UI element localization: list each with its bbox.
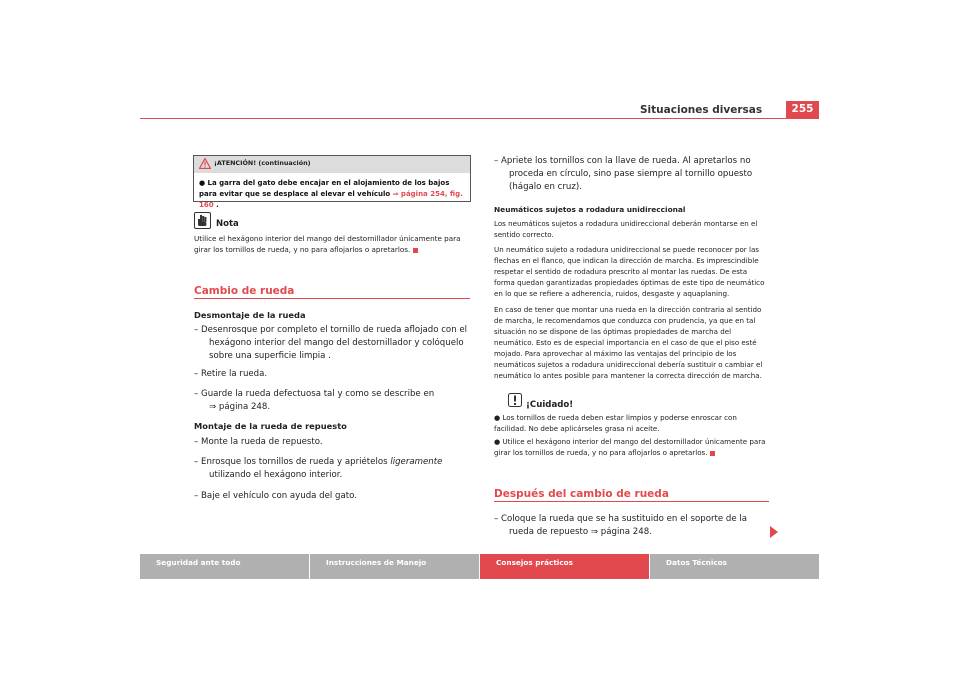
desmontaje-heading: Desmontaje de la rueda bbox=[194, 310, 306, 320]
desmontaje-step-2: – Retire la rueda. bbox=[194, 369, 268, 379]
montaje-step-2-rest: utilizando el hexágono interior. bbox=[209, 470, 343, 480]
bullet-icon: ● bbox=[494, 413, 503, 422]
footer-tab-datos[interactable]: Datos Técnicos bbox=[650, 554, 819, 579]
page-header-title: Situaciones diversas bbox=[640, 104, 763, 116]
footer-tab-consejos[interactable]: Consejos prácticos bbox=[480, 554, 649, 579]
caution-exclamation-icon bbox=[508, 393, 522, 407]
note-body: Utilice el hexágono interior del mango del destornillador únicamente para girar los tornillos de rueda, y no para aflojarlos o apretarlos. bbox=[194, 234, 461, 254]
footer-tab-instrucciones[interactable]: Instrucciones de Manejo bbox=[310, 554, 479, 579]
note-hand-icon bbox=[194, 212, 211, 229]
caution-bullet-2-text: Utilice el hexágono interior del mango del destornillador únicamente para girar los tornillos de rueda, y no para aflojarlos o apretarlos. bbox=[494, 437, 766, 457]
montaje-step-3: – Baje el vehículo con ayuda del gato. bbox=[194, 491, 357, 501]
caution-bullet-2 bbox=[494, 436, 770, 458]
montaje-heading: Montaje de la rueda de repuesto bbox=[194, 421, 347, 431]
next-page-arrow-icon[interactable] bbox=[770, 526, 778, 538]
caution-title: ¡Cuidado! bbox=[526, 400, 574, 410]
section-title-cambio-de-rueda: Cambio de rueda bbox=[194, 285, 295, 297]
end-mark-icon bbox=[413, 248, 418, 253]
montaje-step-1: – Monte la rueda de repuesto. bbox=[194, 437, 323, 447]
uni-paragraph-1: Los neumáticos sujetos a rodadura unidireccional deberán montarse en el sentido correcto. bbox=[494, 219, 758, 239]
warning-triangle-icon bbox=[199, 158, 211, 169]
footer-tab-seguridad[interactable]: Seguridad ante todo bbox=[140, 554, 309, 579]
bullet-icon: ● bbox=[199, 179, 208, 187]
section-rule bbox=[494, 501, 769, 502]
page-number: 255 bbox=[786, 101, 819, 118]
warning-title: ¡ATENCIÓN! (continuación) bbox=[214, 159, 311, 167]
uni-paragraph-3: En caso de tener que montar una rueda en la dirección contraria al sentido de marcha, le recomendamos que conduzca con prudencia, ya que en tal situación no se dispone de las óptimas propiedades de marcha del neumático. Esto es de especial importancia en el caso de que el piso esté mojado. Para aprovechar al máximo las ventajas del principio de los neumáticos sujetos a rodadura unidireccional debería sustituir o cambiar el neumático lo antes posible para mantener la correcta dirección de marcha. bbox=[494, 305, 763, 380]
warning-text bbox=[199, 178, 469, 211]
section-title-despues-del-cambio: Después del cambio de rueda bbox=[494, 488, 669, 500]
section-rule bbox=[194, 298, 470, 299]
warning-link-suffix: . bbox=[216, 201, 219, 209]
bullet-icon: ● bbox=[494, 437, 503, 446]
section2-step: – Coloque la rueda que se ha sustituido en el soporte de la rueda de repuesto ⇒ página 248. bbox=[494, 514, 747, 537]
right-step-tighten: – Apriete los tornillos con la llave de rueda. Al apretarlos no proceda en círculo, sino pase siempre al tornillo opuesto (hágalo en cruz). bbox=[494, 156, 753, 192]
note-title: Nota bbox=[216, 219, 239, 229]
caution-bullet-1-text: Los tornillos de rueda deben estar limpios y poderse enroscar con facilidad. No debe aplicárseles grasa ni aceite. bbox=[494, 413, 737, 433]
caution-bullet-1 bbox=[494, 412, 770, 434]
desmontaje-step-1: – Desenrosque por completo el tornillo de rueda aflojado con el hexágono interior del mango del destornillador y colóquelo sobre una superficie limpia . bbox=[194, 325, 468, 361]
note-text bbox=[194, 233, 474, 255]
desmontaje-step-3: – Guarde la rueda defectuosa tal y como se describe en ⇒ página 248. bbox=[194, 389, 435, 412]
montaje-step-2 bbox=[194, 456, 474, 482]
header-rule bbox=[140, 118, 819, 119]
end-mark-icon bbox=[710, 451, 715, 456]
montaje-step-2-text: – Enrosque los tornillos de rueda y apriételos bbox=[194, 457, 388, 467]
uni-heading: Neumáticos sujetos a rodadura unidireccional bbox=[494, 205, 686, 214]
montaje-step-2-italic: ligeramente bbox=[390, 457, 443, 467]
warning-body: La garra del gato debe encajar en el alojamiento de los bajos para evitar que se desplace al elevar el vehículo bbox=[199, 179, 450, 198]
warning-page-link[interactable]: ⇒ página 254, fig. 160 bbox=[199, 190, 463, 209]
uni-paragraph-2: Un neumático sujeto a rodadura unidireccional se puede reconocer por las flechas en el flanco, que indican la dirección de marcha. Es imprescindible respetar el sentido de rodadura prescrito al montar las ruedas. De esta forma quedan garantizadas propiedades óptimas de este tipo de neumático en lo que se refiere a adherencia, ruidos, desgaste y aquaplaning. bbox=[494, 245, 765, 298]
